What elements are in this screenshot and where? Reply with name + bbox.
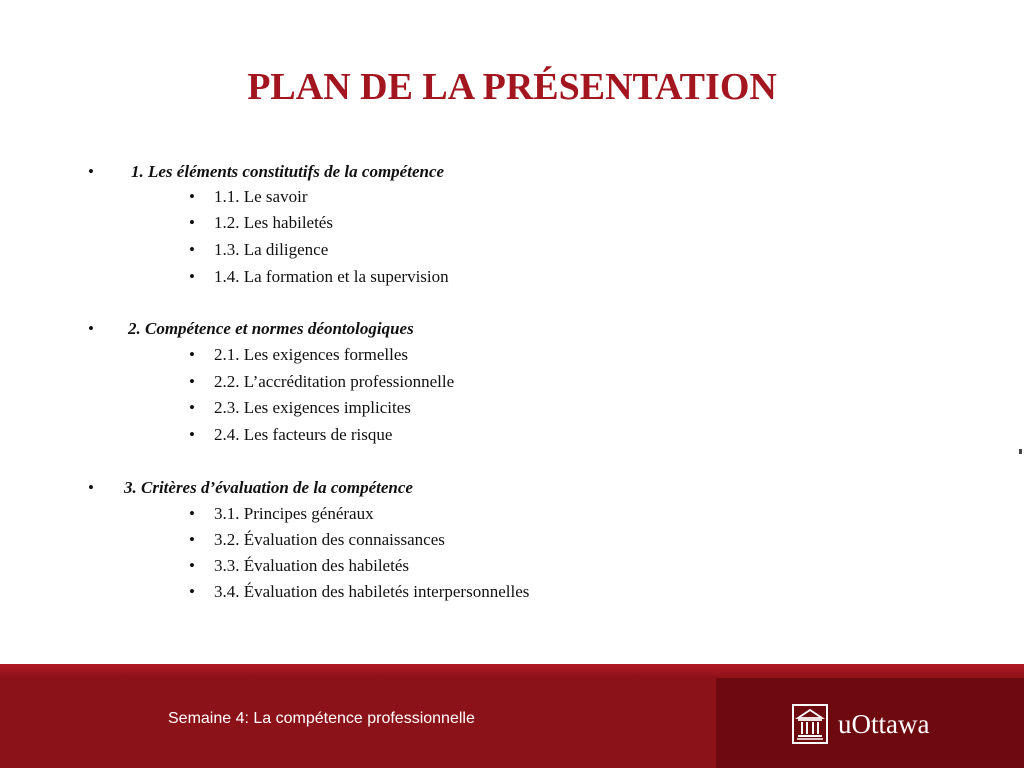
bullet: • [189, 345, 195, 364]
section-heading-text: 1. Les éléments constitutifs de la compétence [131, 162, 445, 181]
bullet: • [189, 504, 195, 523]
list-item-text: 2.4. Les facteurs de risque [214, 425, 393, 444]
building-columns-icon [792, 704, 828, 744]
section-heading-text: 2. Compétence et normes déontologiques [128, 319, 414, 338]
list-item-text: 3.3. Évaluation des habiletés [214, 556, 409, 575]
bullet: • [189, 187, 195, 206]
bullet: • [189, 372, 195, 391]
list-item-text: 2.3. Les exigences implicites [214, 398, 411, 417]
edge-mark [1019, 449, 1022, 454]
bullet: • [189, 530, 195, 549]
bullet: • [189, 240, 195, 259]
bullet: • [88, 162, 94, 181]
list-item-text: 3.1. Principes généraux [214, 504, 374, 523]
course-label: Semaine 4: La compétence professionnelle [168, 710, 475, 727]
list-item-text: 1.3. La diligence [214, 240, 329, 259]
list-item-text: 3.4. Évaluation des habiletés interpersonnelles [214, 582, 530, 601]
section-heading-text: 3. Critères d’évaluation de la compétence [124, 478, 413, 497]
bullet: • [189, 582, 195, 601]
footer-top-stripe [0, 664, 1024, 678]
logo-wordmark: uOttawa [838, 709, 930, 739]
list-item-text: 2.2. L’accréditation professionnelle [214, 372, 455, 391]
bullet: • [189, 425, 195, 444]
bullet: • [189, 267, 195, 286]
list-item-text: 1.1. Le savoir [214, 187, 308, 206]
bullet: • [88, 319, 94, 338]
list-item-text: 2.1. Les exigences formelles [214, 345, 409, 364]
university-logo [792, 702, 952, 744]
list-item-text: 1.4. La formation et la supervision [214, 267, 449, 286]
list-item-text: 1.2. Les habiletés [214, 213, 333, 232]
bullet: • [189, 556, 195, 575]
slide-title: PLAN DE LA PRÉSENTATION [247, 66, 777, 108]
bullet: • [189, 213, 195, 232]
bullet: • [88, 478, 94, 497]
bullet: • [189, 398, 195, 417]
list-item-text: 3.2. Évaluation des connaissances [214, 530, 445, 549]
